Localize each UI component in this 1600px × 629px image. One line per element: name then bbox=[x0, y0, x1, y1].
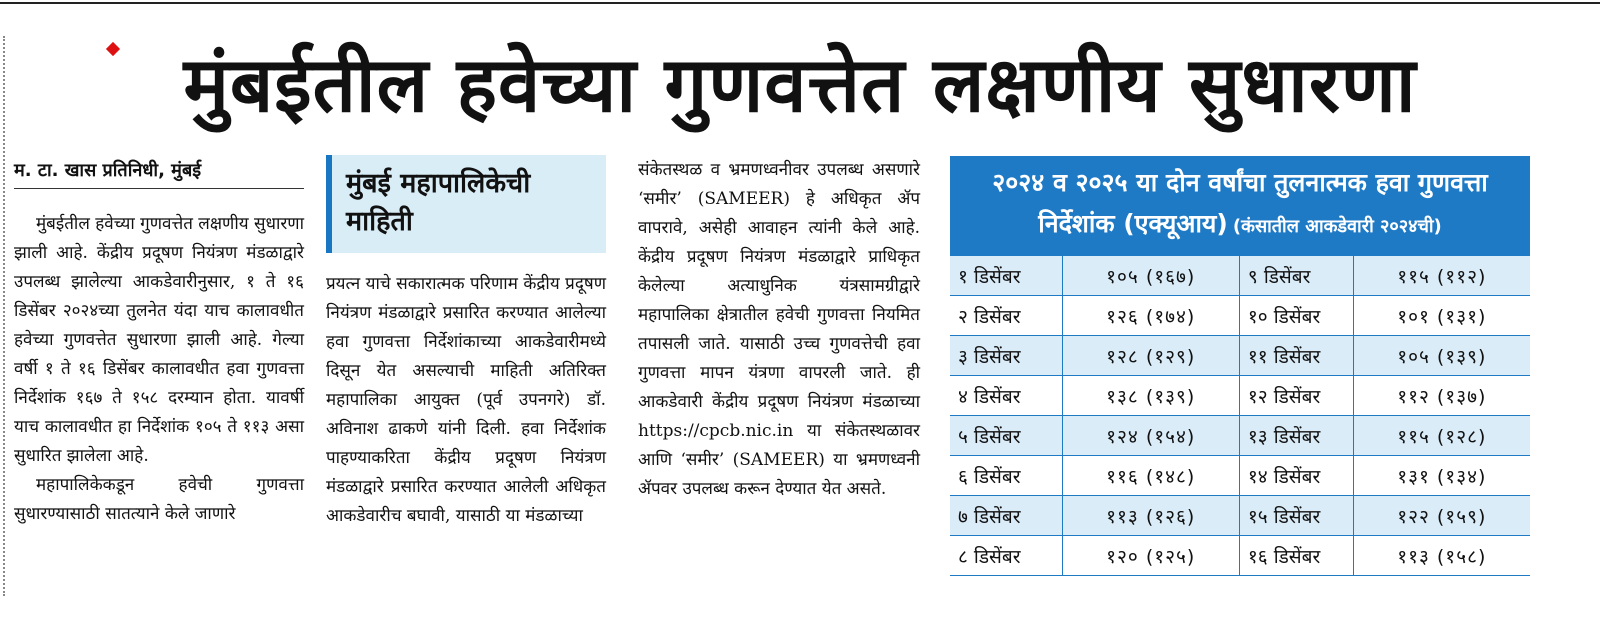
article-paragraph: प्रयत्न याचे सकारात्मक परिणाम केंद्रीय प्रदूषण नियंत्रण मंडळाद्वारे प्रसारित करण्यात आलेल्या हवा गुणवत्ता निर्देशांकाच्या आकडेवारीमध्ये दिसून येत असल्याची माहिती अतिरिक्त महापालिका आयुक्त (पूर्व उपनगरे) डॉ. अविनाश ढाकणे यांनी दिली. हवा निर्देशांक पाहण्याकरिता केंद्रीय प्रदूषण नियंत्रण मंडळाद्वारे प्रसारित करण्यात आलेली अधिकृत आकडेवारीच बघावी, यासाठी या मंडळाच्या bbox=[326, 274, 606, 526]
aqi-comparison-table bbox=[950, 156, 1530, 576]
article-paragraph: संकेतस्थळ व भ्रमणध्वनीवर उपलब्ध असणारे ‘समीर’ (SAMEER) हे अधिकृत ॲप वापरावे, असेही आवाहन त्यांनी केले आहे. केंद्रीय प्रदूषण नियंत्रण मंडळाद्वारे प्राधिकृत केलेल्या अत्याधुनिक यंत्रसामग्रीद्वारे महापालिका क्षेत्रातील हवेची गुणवत्ता नियमित तपासली जाते. यासाठी उच्च गुणवत्तेची हवा गुणवत्ता मापन यंत्रणा वापरली जाते. ही आकडेवारी केंद्रीय प्रदूषण नियंत्रण मंडळाच्या https://cpcb.nic.in या संकेतस्थळावर आणि ‘समीर’ (SAMEER) या भ्रमणध्वनी ॲपवर उपलब्ध करून देण्यात येत असते. bbox=[638, 160, 920, 499]
top-rule bbox=[0, 2, 1600, 4]
article-paragraph: महापालिकेकडून हवेची गुणवत्ता सुधारण्यासाठी सातत्याने केले जाणारे bbox=[14, 475, 304, 524]
table-row bbox=[950, 256, 1530, 296]
table-row bbox=[950, 336, 1530, 376]
headline: मुंबईतील हवेच्या गुणवत्तेत लक्षणीय सुधारणा bbox=[183, 40, 1417, 129]
aqi-value-cell: १०५ (१६७) bbox=[1062, 256, 1239, 296]
date-cell: १४ डिसेंबर bbox=[1239, 456, 1353, 496]
aqi-value-cell: १२२ (१५९) bbox=[1353, 496, 1530, 536]
table-row bbox=[950, 296, 1530, 336]
article-paragraph: मुंबईतील हवेच्या गुणवत्तेत लक्षणीय सुधारणा झाली आहे. केंद्रीय प्रदूषण नियंत्रण मंडळाद्वारे उपलब्ध झालेल्या आकडेवारीनुसार, १ ते १६ डिसेंबर २०२४च्या तुलनेत यंदा याच कालावधीत हवेच्या गुणवत्तेत सुधारणा झाली आहे. गेल्या वर्षी १ ते १६ डिसेंबर कालावधीत हवा गुणवत्ता निर्देशांक १६७ ते १५८ दरम्यान होता. यावर्षी याच कालावधीत हा निर्देशांक १०५ ते ११३ असा सुधारित झालेला आहे. bbox=[14, 214, 304, 466]
aqi-value-cell: १०५ (१३९) bbox=[1353, 336, 1530, 376]
table-title: २०२४ व २०२५ या दोन वर्षांचा तुलनात्मक हवा गुणवत्ता निर्देशांक (एक्यूआय) bbox=[992, 168, 1488, 238]
aqi-value-cell: १२६ (१७४) bbox=[1062, 296, 1239, 336]
date-cell: ९ डिसेंबर bbox=[1239, 256, 1353, 296]
column-dotted-rule bbox=[3, 36, 5, 596]
date-cell: १ डिसेंबर bbox=[950, 256, 1062, 296]
info-box-title: मुंबई महापालिकेची माहिती bbox=[346, 168, 531, 237]
aqi-value-cell: ११३ (१५८) bbox=[1353, 536, 1530, 576]
date-cell: १५ डिसेंबर bbox=[1239, 496, 1353, 536]
table-row bbox=[950, 536, 1530, 576]
table-row bbox=[950, 416, 1530, 456]
date-cell: ५ डिसेंबर bbox=[950, 416, 1062, 456]
byline: म. टा. खास प्रतिनिधी, मुंबई bbox=[14, 158, 304, 189]
date-cell: ८ डिसेंबर bbox=[950, 536, 1062, 576]
table-row bbox=[950, 496, 1530, 536]
table-row bbox=[950, 456, 1530, 496]
aqi-value-cell: ११५ (१२८) bbox=[1353, 416, 1530, 456]
date-cell: ११ डिसेंबर bbox=[1239, 336, 1353, 376]
aqi-value-cell: ११६ (१४८) bbox=[1062, 456, 1239, 496]
article-column-1 bbox=[14, 210, 304, 529]
aqi-value-cell: १०१ (१३१) bbox=[1353, 296, 1530, 336]
aqi-value-cell: १२८ (१२९) bbox=[1062, 336, 1239, 376]
aqi-value-cell: ११५ (११२) bbox=[1353, 256, 1530, 296]
table-row bbox=[950, 376, 1530, 416]
aqi-value-cell: १३८ (१३९) bbox=[1062, 376, 1239, 416]
date-cell: ६ डिसेंबर bbox=[950, 456, 1062, 496]
date-cell: १३ डिसेंबर bbox=[1239, 416, 1353, 456]
info-box bbox=[326, 155, 606, 253]
table-note: (कंसातील आकडेवारी २०२४ची) bbox=[1232, 216, 1442, 237]
aqi-value-cell: ११२ (१३७) bbox=[1353, 376, 1530, 416]
date-cell: १२ डिसेंबर bbox=[1239, 376, 1353, 416]
aqi-table bbox=[950, 256, 1530, 576]
aqi-value-cell: १३१ (१३४) bbox=[1353, 456, 1530, 496]
date-cell: ४ डिसेंबर bbox=[950, 376, 1062, 416]
date-cell: ७ डिसेंबर bbox=[950, 496, 1062, 536]
article-column-3 bbox=[638, 156, 920, 504]
date-cell: १६ डिसेंबर bbox=[1239, 536, 1353, 576]
aqi-value-cell: ११३ (१२६) bbox=[1062, 496, 1239, 536]
aqi-value-cell: १२४ (१५४) bbox=[1062, 416, 1239, 456]
aqi-value-cell: १२० (१२५) bbox=[1062, 536, 1239, 576]
date-cell: १० डिसेंबर bbox=[1239, 296, 1353, 336]
date-cell: ३ डिसेंबर bbox=[950, 336, 1062, 376]
date-cell: २ डिसेंबर bbox=[950, 296, 1062, 336]
article-column-2 bbox=[326, 270, 606, 531]
table-header bbox=[950, 156, 1530, 256]
